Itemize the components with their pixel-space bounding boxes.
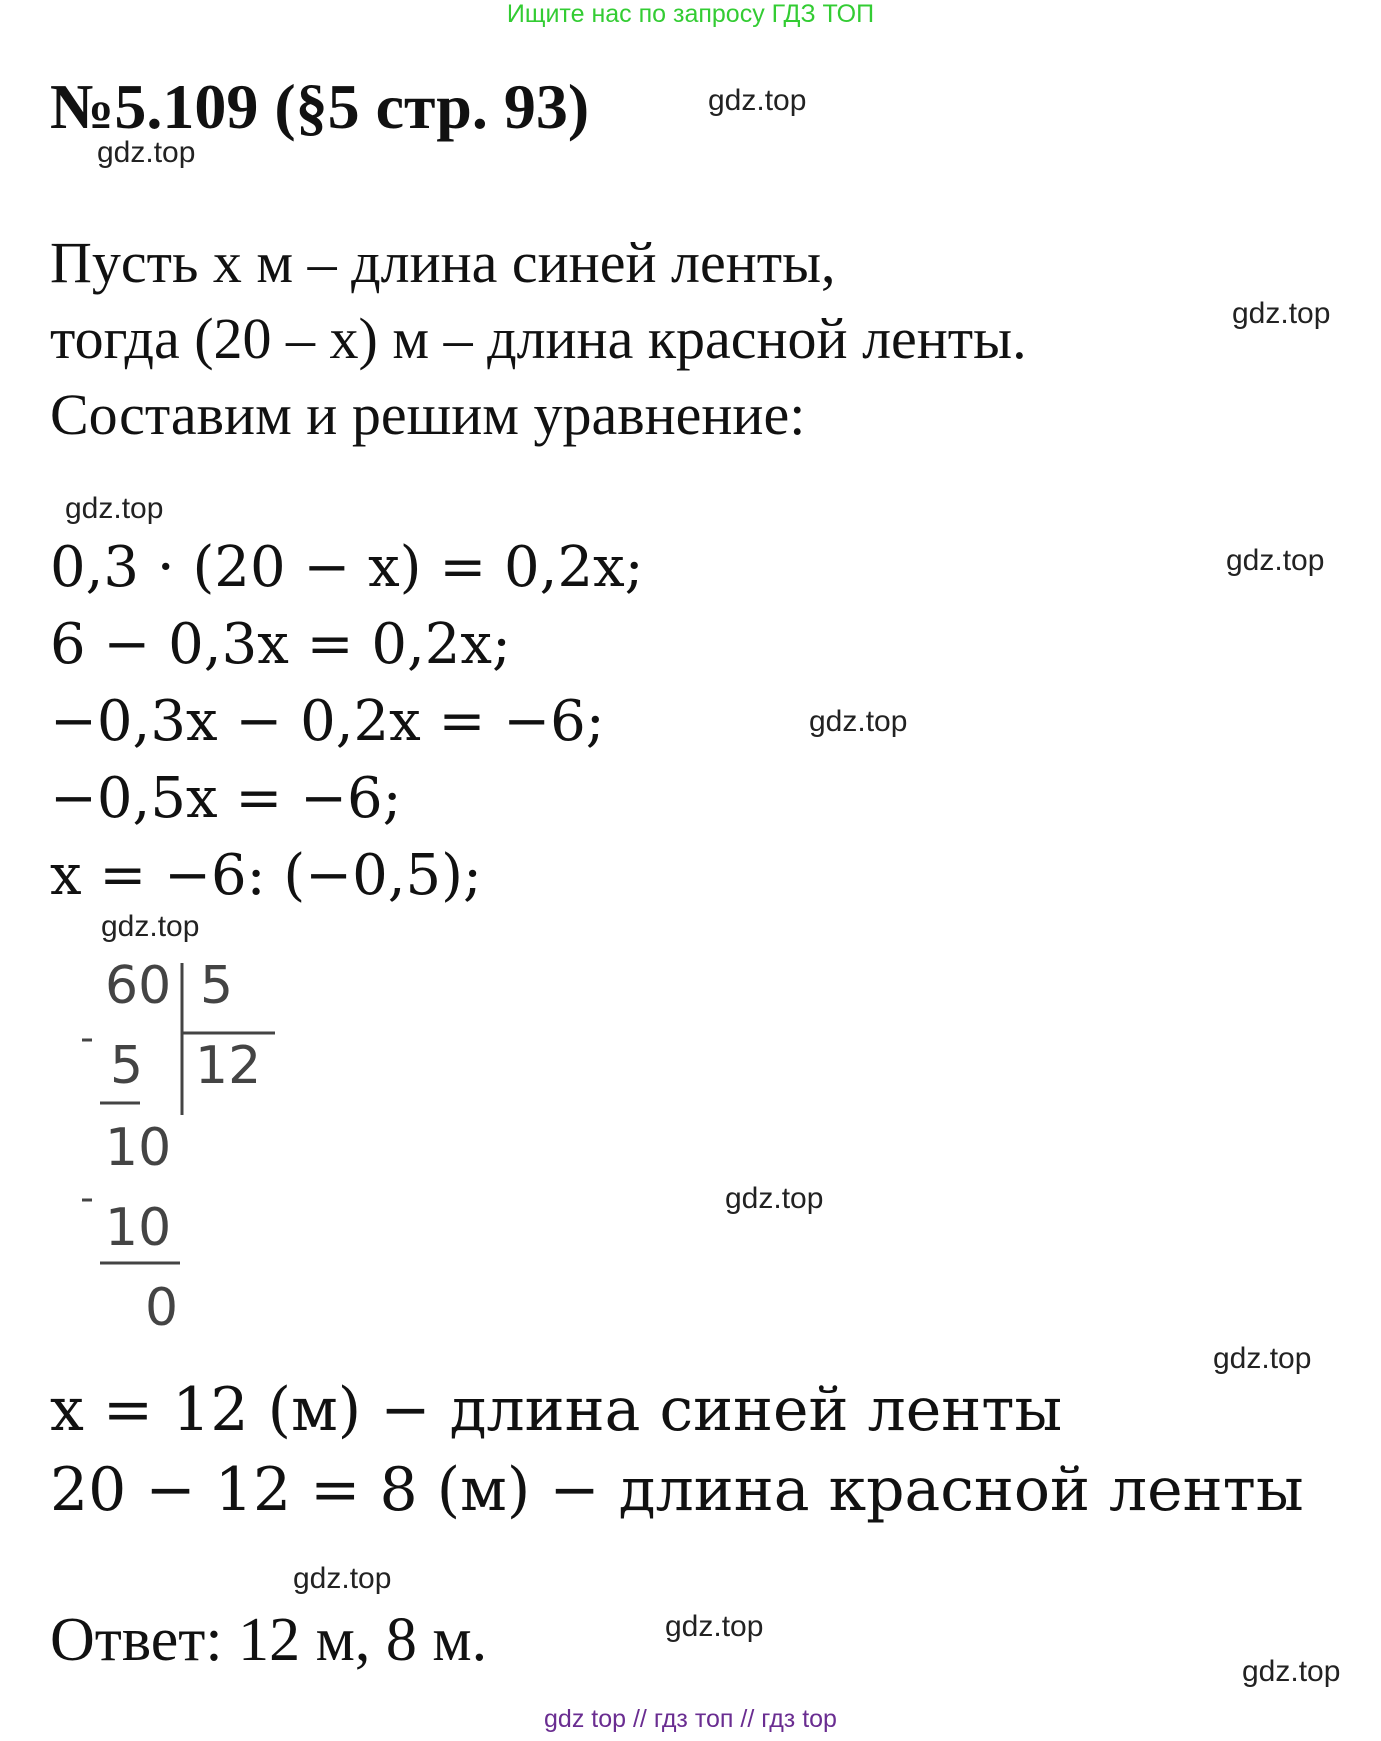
watermark: gdz.top [725,1182,824,1215]
watermark: gdz.top [293,1562,392,1595]
watermark: gdz.top [65,492,164,525]
footer-links[interactable]: gdz top // гдз топ // гдз top [544,1705,837,1733]
intro-line-2: тогда (20 – x) м – длина красной ленты. [50,306,1027,371]
equation-step-1: 0,3 · (20 − x) = 0,2x; [50,535,644,600]
watermark: gdz.top [1213,1342,1312,1375]
division-subtract-1: 5 [110,1036,144,1096]
watermark: gdz.top [1242,1655,1341,1688]
equation-step-3: −0,3x − 0,2x = −6; [50,689,605,754]
exercise-title: №5.109 (§5 стр. 93) [50,71,590,142]
watermark: gdz.top [708,84,807,117]
watermark: gdz.top [665,1610,764,1643]
equation-step-4: −0,5x = −6; [50,766,402,831]
intro-line-1: Пусть x м – длина синей ленты, [50,230,836,295]
long-division [70,955,290,1350]
watermark: gdz.top [809,705,908,738]
equation-step-5: x = −6: (−0,5); [50,843,482,908]
division-remainder-1: 10 [105,1118,172,1178]
division-quotient: 12 [195,1036,262,1096]
division-subtract-2: 10 [105,1198,172,1258]
watermark: gdz.top [1232,297,1331,330]
watermark: gdz.top [101,910,200,943]
division-dividend: 60 [105,956,172,1016]
intro-line-3: Составим и решим уравнение: [50,382,806,447]
result-blue-ribbon: x = 12 (м) − длина синей ленты [50,1375,1063,1445]
search-banner[interactable]: Ищите нас по запросу ГДЗ ТОП [506,0,875,28]
watermark: gdz.top [97,136,196,169]
watermark: gdz.top [1226,544,1325,577]
result-red-ribbon: 20 − 12 = 8 (м) − длина красной ленты [50,1455,1304,1525]
division-final-remainder: 0 [145,1278,179,1338]
equation-step-2: 6 − 0,3x = 0,2x; [50,612,511,677]
division-divisor: 5 [200,956,234,1016]
answer: Ответ: 12 м, 8 м. [50,1606,488,1674]
